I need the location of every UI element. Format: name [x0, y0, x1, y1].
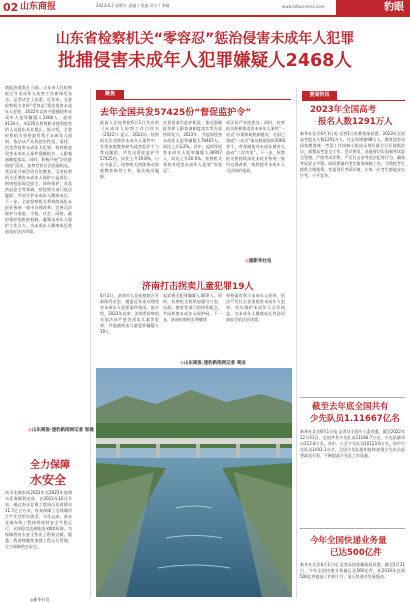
byline-mark: ◎	[180, 361, 184, 366]
byline-mark: ◎	[28, 428, 32, 433]
page-header	[0, 0, 410, 17]
article1-col1: 最高人民检察院6月1日发布的《未成年人检察工作白皮书（2022）》显示，2022年，检察机关在办理涉未成年人案件中，发现家庭教育缺失或者监护不当等问题的，共发出督促监护令57425份。同比上升19.8%。白皮书显示，检察机关持续推动家庭教育指导工作，依法能动履职，	[100, 120, 159, 179]
byline-mark: ◎	[245, 259, 249, 264]
byline-text: 山东商报·速豹新闻网记者 周洁	[183, 361, 246, 366]
brief-divider	[300, 397, 405, 398]
water-story-title-1: 全力保障	[30, 460, 70, 471]
water-story-byline: ◎新华社发	[30, 597, 50, 602]
brief1-title-line1: 2023年全国高考	[310, 105, 377, 115]
section-tag-focus: 聚焦	[96, 90, 124, 99]
site-url[interactable]: www.sdbusiness.com	[282, 4, 325, 9]
brief1-title-line2: 报名人数1291万人	[318, 117, 393, 127]
page-number: 02	[3, 1, 19, 14]
water-story-title-2: 水安全	[30, 473, 67, 487]
brief2-title-line2: 少先队员1.11667亿名	[310, 414, 400, 424]
brief2-body: 新华社北京6月1日电 记者从全国少工委获悉，截至2022年12月31日，全国共有少先队员11166.7万名，少先队辅导员213.8万名。其中，小学少先队员10123.6万名，初中少先队员1043.1万名。全国少先队组织持续加强少先队员思想政治引领，不断提高少先队工作质量。	[300, 429, 405, 458]
article1-title: 去年全国共发57425份“督促监护令”	[100, 108, 252, 118]
article2-byline	[180, 360, 246, 366]
brief3-title-line1: 今年全国快递业务量	[310, 536, 387, 546]
article1-byline	[245, 258, 271, 264]
water-story-body: 南水北调东线2022年至2023年度调水任务顺利完成。自2022年10月开始，通过南水北调工程向山东省调水11.7亿立方米，有效保障了沿线城市生产生活用水需求。今年以来，南水北调东线工程持续保持安全平稳运行，水质稳定达到地表水Ⅲ类标准，为保障我省水安全作出了积极贡献。据悉，我省将继续加强工程运行管理，全力保障供水安全。	[5, 490, 72, 549]
article2-col1: 6月1日，济南市人民检察院召开新闻发布会，通报近年来办理侵害未成年人犯罪案件情况。据介绍，2022年以来，济南市检察机关依法从严惩处拐卖儿童等犯罪，共批捕拐卖儿童犯罪嫌疑人19人，	[100, 293, 159, 334]
main-story-byline	[28, 427, 94, 433]
byline-text: 据新华社电	[248, 259, 272, 264]
article1-col2: 在督促落实监护职责、推动强制报告和入职查询制度落实等方面持续发力。2022年，共起诉侵害未成年人犯罪嫌疑人78467人，同比上升3.2%。其中，起诉性侵害未成年人犯罪嫌疑人36957人，同比上升20.6%。检察机关坚持对侵害未成年人犯罪“零容忍”，	[163, 120, 222, 173]
brief3-title-line2: 已达500亿件	[330, 548, 382, 558]
section-logo-text: 豹眼	[384, 2, 404, 13]
section-rule	[302, 100, 405, 101]
section-logo	[336, 0, 410, 15]
section-rule	[96, 99, 291, 100]
brief2-title-line1: 截至去年底全国共有	[312, 402, 389, 412]
article2-col2: 起诉相关犯罪嫌疑人30余人。同时，检察机关持续加强与公安、民政、教育等部门的协作配合，共同织密未成年人保护网。下一步，济南检察机关将继续	[163, 293, 222, 322]
news-photo-water-channel	[96, 368, 292, 597]
photo-illustration	[96, 368, 292, 597]
article2-title: 济南打击拐卖儿童犯罪19人	[142, 282, 254, 292]
column-divider	[90, 88, 91, 598]
brief1-body: 新华社北京6月1日电 记者1日从教育部获悉，2023年全国高考报名人数1291万人，比去年增加98万人。教育部会同国家教育统一考试工作协调小组成员单位联合召开视频会议，部署高考安全工作。会议要求，各地要切实加强考试安全管理，严防考试作弊，严厉打击涉考违法犯罪行为，确保考试安全平稳。同时要做好考生服务保障工作，为残疾考生提供合理便利，营造良好考试环境，让每一位考生都能安心应考、公平竞争。	[300, 131, 405, 178]
main-headline: 批捕侵害未成年人犯罪嫌疑人2468人	[58, 51, 352, 71]
brief-divider	[300, 528, 405, 529]
byline-text: 山东商报·速豹新闻网记者 邹通	[31, 428, 94, 433]
column-divider	[296, 88, 297, 598]
main-story-body: 商报济南消息 日前，山东省人民检察院召开未成年人检察工作新闻发布会。记者从会上获悉，近年来，全省检察机关坚持“零容忍”惩治侵害未成年人犯罪，2022年以来共批捕侵害未成年人犯罪嫌疑人2468人，起诉4134人，对235名利用职业便利侵害的人员提出从业禁止。据介绍，全省检察机关坚持最有利于未成年人原则，依法从严从快惩治性侵、虐待、拐卖等侵害未成年人犯罪，持续推进侵害未成年人案件强制报告、入职查询制度落实。同时，积极开展“法治进校园”活动，检察官担任法治副校长，常态化开展法治宣传教育。全省检察机关还聚焦未成年人保护公益诉讼，围绕校园周边安全、网络保护、食品药品安全等领域，督促相关部门依法履职，共同守护未成年人健康成长。下一步，全省检察机关将持续深化未检业务统一集中办理改革，完善司法保护与家庭、学校、社会、网络、政府保护的衔接机制，凝聚未成年人保护工作合力，为未成年人健康成长营造良好法治环境。	[5, 85, 72, 234]
paper-name: 山东商报	[20, 2, 57, 12]
article2-col3: 坚持最有利于未成年人原则，依法严厉打击各类侵害未成年人犯罪，切实维护未成年人合法权益，为未成年人健康成长营造更加安全的法治环境。	[226, 293, 285, 322]
article1-col3: 依法从严从快惩处。同时，检察机关积极推进涉未成年人案件“一站式”办案救助机制建设，全国已建成“一站式”取证救助场所2000余个，有效避免对未成年被害人造成“二次伤害”。下一步，检察机关将持续深化未检业务统一集中办理改革，持续提升未成年人司法保护质效。	[226, 120, 285, 173]
date-line: 2023.6.2 星期五 责编 / 邹通 设计 / 李婧	[96, 3, 170, 8]
main-subhead: 山东省检察机关“零容忍”惩治侵害未成年人犯罪	[55, 31, 355, 47]
section-tag-briefs: 要闻快讯	[302, 91, 337, 100]
brief3-body: 新华社北京6月1日电 记者从国家邮政局获悉，截至5月31日，今年全国快递业务量已达500亿件，比2019年达到500亿件提前了约两个月，显示快递业发展强劲。	[300, 562, 405, 579]
